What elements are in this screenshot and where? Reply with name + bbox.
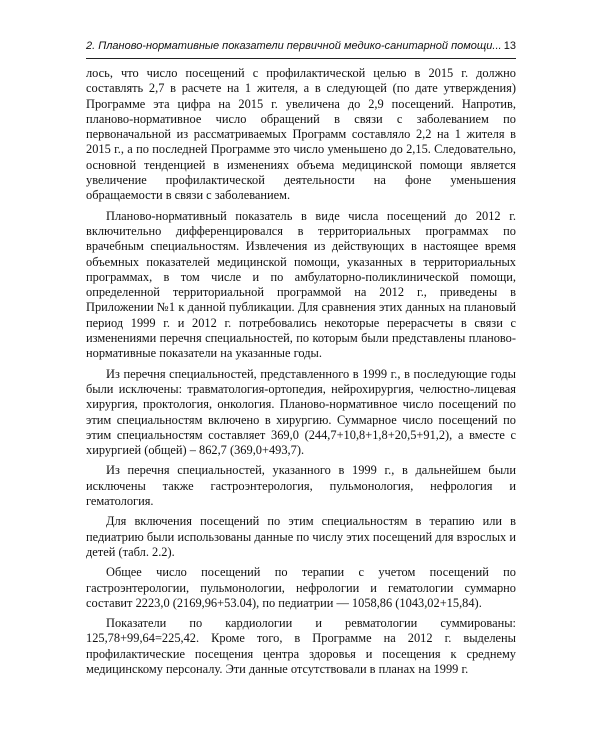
running-header bbox=[86, 36, 516, 59]
paragraph-5: Для включения посещений по этим специальностям в терапию или в педиатрию были использованы данные по числу этих посещений для взрослых и детей (табл. 2.2). bbox=[86, 514, 516, 559]
paragraph-1: лось, что число посещений с профилактической целью в 2015 г. должно составлять 2,7 в расчете на 1 жителя, а в следующей (по дате утверждения) Программе эта цифра на 2015 г. увеличена до 2,9 посещений. Напротив, планово-нормативное число обращений в связи с заболеванием по первоначальной из рассматриваемых Программ составляло 2,2 на 1 жителя в 2015 г., а по последней Программе это число уменьшено до 2,15. Следовательно, основной тенденцией в изменениях объема медицинской помощи является увеличение профилактической деятельности на фоне уменьшения обращаемости в связи с заболеванием. bbox=[86, 66, 516, 203]
chapter-title: 2. Планово-нормативные показатели первичной медико-санитарной помощи... bbox=[86, 40, 502, 52]
page-number: 13 bbox=[503, 40, 516, 52]
paragraph-7: Показатели по кардиологии и ревматологии суммированы: 125,78+99,64=225,42. Кроме того, в Программе на 2012 г. выделены профилактические посещения центра здоровья и посещения к среднему медицинскому персоналу. Эти данные отсутствовали в планах на 1999 г. bbox=[86, 616, 516, 676]
paragraph-3: Из перечня специальностей, представленного в 1999 г., в последующие годы были исключены: травматология-ортопедия, нейрохирургия, челюстно-лицевая хирургия, проктология, онкология. Планово-нормативное число посещений по этим специальностям включено в хирургию. Суммарное число посещений по этим специальностям составляет 369,0 (244,7+10,8+1,8+20,5+91,2), а вместе с хирургией (общей) – 862,7 (369,0+493,7). bbox=[86, 366, 516, 458]
paragraph-4: Из перечня специальностей, указанного в 1999 г., в дальнейшем были исключены также гастроэнтерология, пульмонология, нефрология и гематология. bbox=[86, 463, 516, 509]
body-text bbox=[86, 66, 516, 682]
paragraph-2: Планово-нормативный показатель в виде числа посещений до 2012 г. включительно дифференцировался в территориальных программах по врачебным специальностям. Извлечения из действующих в настоящее время объемных показателей медицинской помощи, указанных в территориальных программах, в том числе и по амбулаторно-поликлинической помощи, определенной территориальной программой на 2012 г., приведены в Приложении №1 к данной публикации. Для сравнения этих данных на плановый период 1999 г. и 2012 г. потребовались некоторые перерасчеты в связи с изменениями перечня специальностей, по которым были представлены планово-нормативные показатели на указанные годы. bbox=[86, 208, 516, 361]
paragraph-6: Общее число посещений по терапии с учетом посещений по гастроэнтерологии, пульмонологии, нефрологии и гематологии суммарно составит 2223,0 (2169,96+53.04), по педиатрии — 1058,86 (1043,02+15,84). bbox=[86, 565, 516, 610]
